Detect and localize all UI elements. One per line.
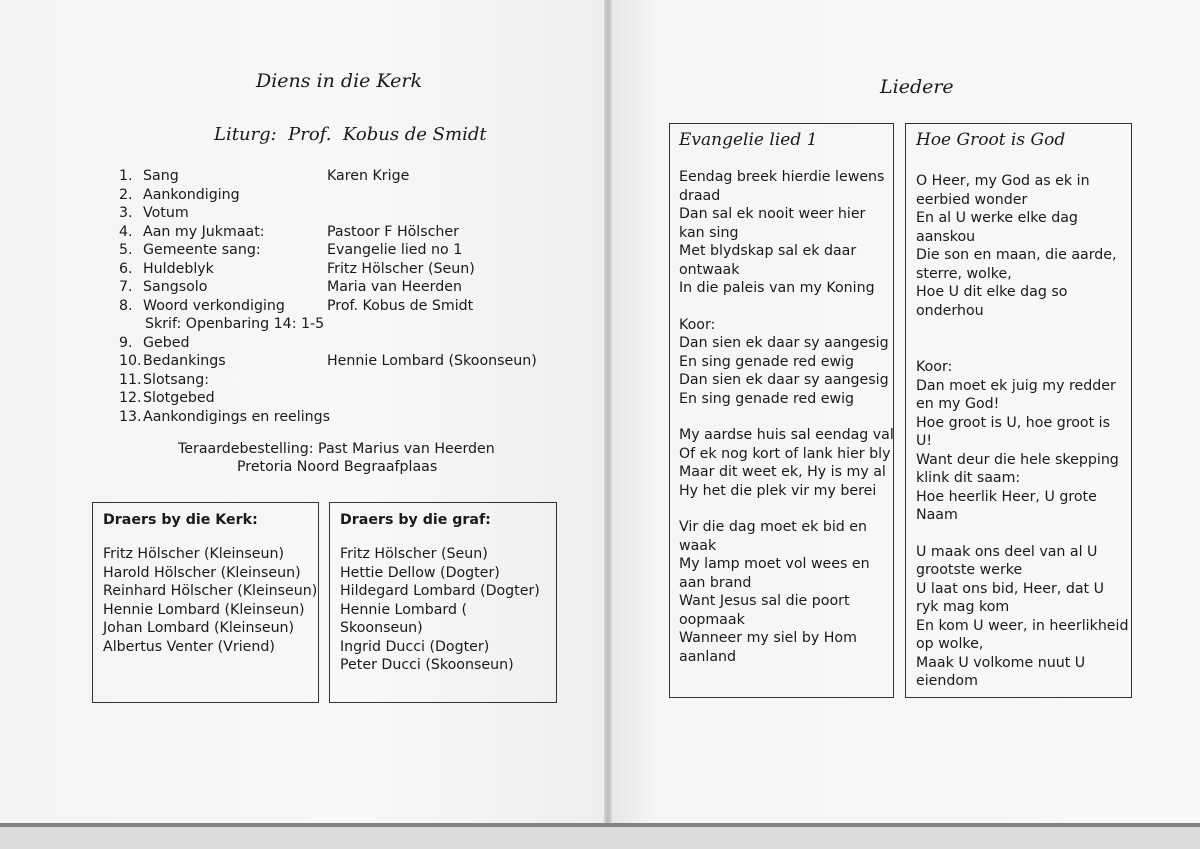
order-item <box>119 297 474 316</box>
song-line: eerbied wonder <box>916 191 1028 208</box>
song-line: op wolke, <box>916 636 984 652</box>
order-item-value: Evangelie lied no 1 <box>327 242 463 258</box>
song-line: ryk mag kom <box>916 599 1010 615</box>
order-item-label: Gemeente sang: <box>143 242 261 258</box>
liturg-line: Liturg: Prof. Kobus de Smidt <box>214 124 487 145</box>
order-item-value: Karen Krige <box>327 168 410 184</box>
order-item-number: 10. <box>119 353 142 369</box>
bearer-name: Harold Hölscher (Kleinseun) <box>103 564 301 581</box>
bearer-name: Peter Ducci (Skoonseun) <box>340 657 514 673</box>
order-item-number: 5. <box>119 242 133 258</box>
song-verse <box>679 426 894 500</box>
order-item-number: 13. <box>119 408 142 425</box>
bearer-name: Reinhard Hölscher (Kleinseun) <box>103 583 318 599</box>
song-line: sterre, wolke, <box>916 265 1012 282</box>
bearer-name: Hennie Lombard (Kleinseun) <box>103 601 305 618</box>
burial-line: Teraardebestelling: Past Marius van Heerden <box>178 441 495 457</box>
order-item <box>119 352 537 371</box>
order-item-label: Bedankings <box>143 353 226 369</box>
order-item-value: Fritz Hölscher (Seun) <box>327 260 475 277</box>
order-item <box>119 241 463 260</box>
order-item-label: Sangsolo <box>143 279 208 295</box>
song-line: Dan moet ek juig my redder <box>916 377 1116 394</box>
order-item-number: 3. <box>119 205 133 221</box>
order-item-number: 2. <box>119 186 133 203</box>
order-item-number: 8. <box>119 297 133 314</box>
order-item <box>119 389 330 408</box>
order-item-label: Skrif: Openbaring 14: 1-5 <box>145 316 325 332</box>
order-item-number: 9. <box>119 334 133 351</box>
song-line: En sing genade red ewig <box>679 390 855 407</box>
song-line: Koor: <box>916 359 953 375</box>
song-line: Hoe groot is U, hoe groot is <box>916 414 1110 431</box>
song-line: ontwaak <box>679 261 740 278</box>
order-item-label: Sang <box>143 168 179 184</box>
bearer-name: Ingrid Ducci (Dogter) <box>340 638 490 655</box>
song-line: O Heer, my God as ek in <box>916 173 1090 189</box>
song-line: In die paleis van my Koning <box>679 280 875 296</box>
song-line: Koor: <box>679 316 716 333</box>
bearers-grave-box <box>329 502 557 703</box>
song-line: Hoe heerlik Heer, U grote <box>916 488 1097 505</box>
order-item-value: Pastoor F Hölscher <box>327 223 459 240</box>
song-verse <box>916 358 1121 525</box>
bearer-name: Johan Lombard (Kleinseun) <box>103 620 295 636</box>
order-item-number: 7. <box>119 279 133 295</box>
song-line: oopmaak <box>679 611 745 628</box>
bearers-grave-list <box>340 545 546 675</box>
song-line: onderhou <box>916 302 984 319</box>
order-item-number: 6. <box>119 260 133 277</box>
song-verse <box>916 543 1129 691</box>
song-line: Hy het die plek vir my berei <box>679 482 877 499</box>
song-line: U laat ons bid, Heer, dat U <box>916 580 1104 597</box>
bearer-name: Fritz Hölscher (Seun) <box>340 546 488 562</box>
order-item <box>119 334 330 353</box>
bearer-name: Albertus Venter (Vriend) <box>103 638 275 655</box>
song-line: aanland <box>679 648 737 665</box>
order-of-service <box>119 167 537 426</box>
bearer-name: Hennie Lombard ( <box>340 601 468 618</box>
order-item-number: 11. <box>119 371 142 388</box>
songs-title: Liedere <box>880 76 954 98</box>
bearers-church-list <box>103 545 318 656</box>
order-item-number: 4. <box>119 223 133 240</box>
song-line: Eendag breek hierdie lewens <box>679 169 885 185</box>
order-item-label: Slotsang: <box>143 371 210 388</box>
bearer-name: Skoonseun) <box>340 620 423 636</box>
song-line: En kom U weer, in heerlikheid <box>916 617 1129 634</box>
song-line: Hoe U dit elke dag so <box>916 284 1068 300</box>
song-line: En sing genade red ewig <box>679 353 855 370</box>
bearer-name: Fritz Hölscher (Kleinseun) <box>103 546 285 562</box>
order-item-value: Hennie Lombard (Skoonseun) <box>327 353 537 369</box>
order-item-value: Maria van Heerden <box>327 279 462 295</box>
song-line: My lamp moet vol wees en <box>679 556 870 572</box>
song-line: U maak ons deel van al U <box>916 543 1098 560</box>
bearers-church-heading: Draers by die Kerk: <box>103 512 258 528</box>
song-line: Met blydskap sal ek daar <box>679 243 857 259</box>
song-line: eiendom <box>916 673 978 689</box>
order-item-label: Votum <box>143 205 189 221</box>
song-verses-evangelie <box>679 168 894 666</box>
song-line: Wanneer my siel by Hom <box>679 630 857 646</box>
song-line: U! <box>916 433 933 449</box>
order-item-number: 12. <box>119 390 142 406</box>
order-item-label: Woord verkondiging <box>143 297 285 314</box>
order-item-label: Aankondigings en reelings <box>143 408 331 425</box>
song-line: Want Jesus sal die poort <box>679 593 850 609</box>
order-item <box>119 186 330 205</box>
song-line: draad <box>679 187 721 204</box>
order-item-number: 1. <box>119 168 133 184</box>
song-verse <box>916 172 1121 320</box>
song-line: Dan sien ek daar sy aangesig <box>679 372 889 388</box>
service-title: Diens in die Kerk <box>256 70 422 92</box>
song-title-evangelie: Evangelie lied 1 <box>679 130 818 150</box>
order-item-label: Aankondiging <box>143 186 240 203</box>
bearers-church-box <box>92 502 319 703</box>
song-line: klink dit saam: <box>916 470 1021 486</box>
order-item <box>119 371 330 390</box>
order-item-label: Aan my Jukmaat: <box>143 223 265 240</box>
song-line: en my God! <box>916 396 1000 412</box>
song-line: Maar dit weet ek, Hy is my al <box>679 464 886 480</box>
song-line: Dan sien ek daar sy aangesig <box>679 335 889 351</box>
song-line: aanskou <box>916 228 976 245</box>
page-fold <box>604 0 612 823</box>
song-line: grootste werke <box>916 562 1023 578</box>
order-item-label: Gebed <box>143 334 190 351</box>
bearer-name: Hildegard Lombard (Dogter) <box>340 583 540 599</box>
order-item <box>119 260 475 279</box>
song-line: Naam <box>916 507 958 523</box>
song-line: En al U werke elke dag <box>916 210 1078 226</box>
song-box-hoe-groot <box>905 123 1132 698</box>
order-item <box>119 167 410 186</box>
order-item <box>119 315 330 334</box>
order-item-label: Slotgebed <box>143 390 215 406</box>
song-verse <box>679 518 884 666</box>
song-line: Of ek nog kort of lank hier bly <box>679 445 891 462</box>
order-item-label: Huldeblyk <box>143 260 214 277</box>
order-item <box>119 278 462 297</box>
song-title-hoe-groot: Hoe Groot is God <box>916 130 1066 150</box>
order-item <box>119 408 330 427</box>
order-item <box>119 223 459 242</box>
bearer-name: Hettie Dellow (Dogter) <box>340 564 500 581</box>
order-item-value: Prof. Kobus de Smidt <box>327 297 474 314</box>
song-verses-hoe-groot <box>916 172 1129 691</box>
order-item <box>119 204 330 223</box>
bottom-edge-shadow <box>0 823 1200 827</box>
song-line: My aardse huis sal eendag val <box>679 427 894 443</box>
song-line: Vir die dag moet ek bid en <box>679 519 868 535</box>
song-line: Want deur die hele skepping <box>916 451 1119 468</box>
song-box-evangelie <box>669 123 894 698</box>
song-line: aan brand <box>679 574 752 591</box>
song-line: Die son en maan, die aarde, <box>916 247 1117 263</box>
song-line: waak <box>679 537 717 554</box>
song-line: kan sing <box>679 224 739 241</box>
song-verse <box>679 316 889 409</box>
bearers-grave-heading: Draers by die graf: <box>340 512 491 528</box>
cemetery-line: Pretoria Noord Begraafplaas <box>237 459 438 475</box>
song-line: Maak U volkome nuut U <box>916 654 1086 671</box>
song-line: Dan sal ek nooit weer hier <box>679 206 866 222</box>
song-verse <box>679 168 884 298</box>
